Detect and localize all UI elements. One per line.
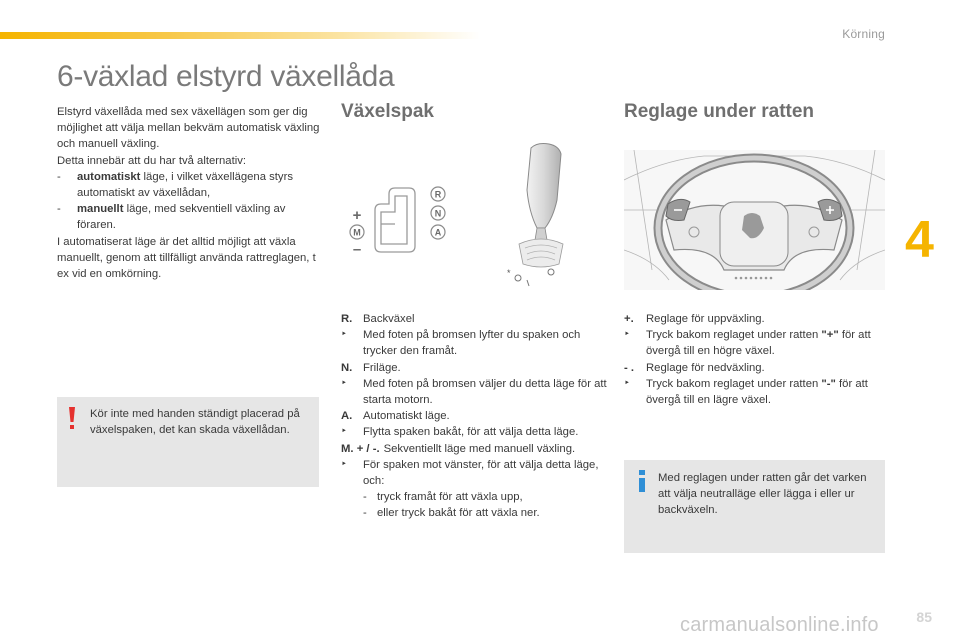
arrow-icon: ‣ [624, 329, 630, 341]
list-item-text: läge, i vilket växellägena styrs automatiskt av växellådan, [77, 170, 293, 200]
list-item [57, 169, 322, 201]
exclamation-icon [67, 405, 83, 435]
gate-plus-label: + [352, 207, 362, 224]
definition-text: Automatiskt läge. [363, 410, 450, 423]
arrow-icon: ‣ [624, 377, 630, 389]
list-dash: - [57, 203, 61, 216]
definition-text: Sekventiellt läge med manuell växling. [383, 442, 576, 455]
quoted-symbol: "+" [821, 329, 839, 342]
intro-paragraph: I automatiserat läge är det alltid möjligt att växla manuellt, genom att tillfälligt använda rattreglagen, t ex vid en omkörning. [57, 235, 316, 281]
list-item-text: läge, med sekventiell växling av föraren. [77, 203, 286, 232]
info-text: Med reglagen under ratten går det varken att välja neutralläge eller lägga i eller ur backväxeln. [658, 472, 867, 517]
list-item-bold: automatiskt [77, 170, 141, 183]
gate-position-m [350, 225, 364, 239]
list-dash: - [363, 491, 367, 504]
definition-text: Med foten på bromsen väljer du detta läge för att starta motorn. [363, 377, 607, 407]
definition-key: R. [341, 313, 353, 325]
sub-list-item [341, 489, 611, 505]
definition-row [341, 376, 611, 408]
definition-row [341, 360, 611, 376]
gate-position-r [431, 187, 445, 201]
sub-list-text: tryck framåt för att växla upp, [377, 491, 523, 504]
list-item-bold: manuellt [77, 203, 124, 216]
definition-row [341, 441, 611, 457]
gate-position-n [431, 206, 445, 220]
svg-text:M: M [353, 227, 361, 238]
definition-key: - . [624, 361, 635, 374]
definition-key: N. [341, 361, 353, 374]
arrow-icon: ‣ [341, 426, 347, 438]
definition-text: Backväxel [363, 313, 415, 325]
definition-text: Tryck bakom reglaget under ratten "+" för att övergå till en högre växel. [646, 329, 871, 358]
definition-row [624, 327, 884, 359]
page-title: 6-växlad elstyrd växellåda [57, 60, 395, 93]
chapter-number: 4 [905, 211, 934, 269]
definition-row [341, 457, 611, 489]
steering-wheel-illustration [624, 150, 885, 290]
info-icon [636, 470, 648, 492]
svg-text:A: A [434, 227, 442, 238]
list-dash: - [363, 507, 367, 520]
definition-row [341, 408, 611, 424]
steering-controls-definitions [624, 311, 884, 408]
svg-text:N: N [434, 208, 442, 219]
watermark: carmanualsonline.info [680, 614, 879, 636]
steering-controls-title: Reglage under ratten [624, 101, 815, 122]
gear-lever-illustration [497, 140, 587, 288]
definition-row [341, 424, 611, 440]
gear-lever-title: Växelspak [341, 101, 434, 122]
intro-paragraph: Elstyrd växellåda med sex växellägen som ger dig möjlighet att välja mellan bekväm automatisk växling och manuell växling. [57, 106, 320, 151]
warning-text: Kör inte med handen ständigt placerad på växelspaken, det kan skada växellådan. [90, 408, 300, 437]
sub-list-item [341, 505, 611, 521]
definition-row [341, 311, 611, 327]
definition-key: +. [624, 313, 634, 325]
sub-list-text: eller tryck bakåt för att växla ner. [377, 507, 540, 520]
gear-gate-diagram [345, 180, 451, 258]
list-item [57, 201, 322, 233]
definition-text: Reglage för nedväxling. [646, 361, 765, 374]
definition-row [624, 311, 884, 327]
definition-text: Reglage för uppväxling. [646, 313, 765, 325]
definition-text: Med foten på bromsen lyfter du spaken och trycker den framåt. [363, 329, 581, 358]
definition-text: För spaken mot vänster, för att välja detta läge, och: [363, 458, 599, 488]
arrow-icon: ‣ [341, 329, 347, 341]
definition-text: Friläge. [363, 361, 401, 374]
definition-key: M. + / -. [341, 442, 380, 455]
intro-text [57, 104, 322, 282]
definition-row [341, 327, 611, 359]
definition-row [624, 360, 884, 376]
info-box [624, 460, 885, 553]
list-dash: - [57, 170, 61, 183]
definition-key: A. [341, 410, 353, 423]
gear-lever-definitions [341, 311, 611, 522]
arrow-icon: ‣ [341, 458, 347, 470]
definition-row [624, 376, 884, 408]
page-number: 85 [916, 609, 932, 625]
gate-minus-label: – [352, 241, 362, 258]
gate-position-a [431, 225, 445, 239]
header-accent-bar [0, 32, 480, 39]
intro-paragraph: Detta innebär att du har två alternativ: [57, 154, 247, 167]
lever-mark-label: * [507, 268, 511, 278]
svg-text:R: R [434, 189, 442, 200]
definition-text: Tryck bakom reglaget under ratten "-" för att övergå till en lägre växel. [646, 377, 868, 407]
quoted-symbol: "-" [821, 377, 836, 390]
arrow-icon: ‣ [341, 377, 347, 389]
section-label: Körning [842, 27, 885, 41]
definition-text: Flytta spaken bakåt, för att välja detta läge. [363, 426, 579, 439]
warning-box [57, 397, 319, 487]
